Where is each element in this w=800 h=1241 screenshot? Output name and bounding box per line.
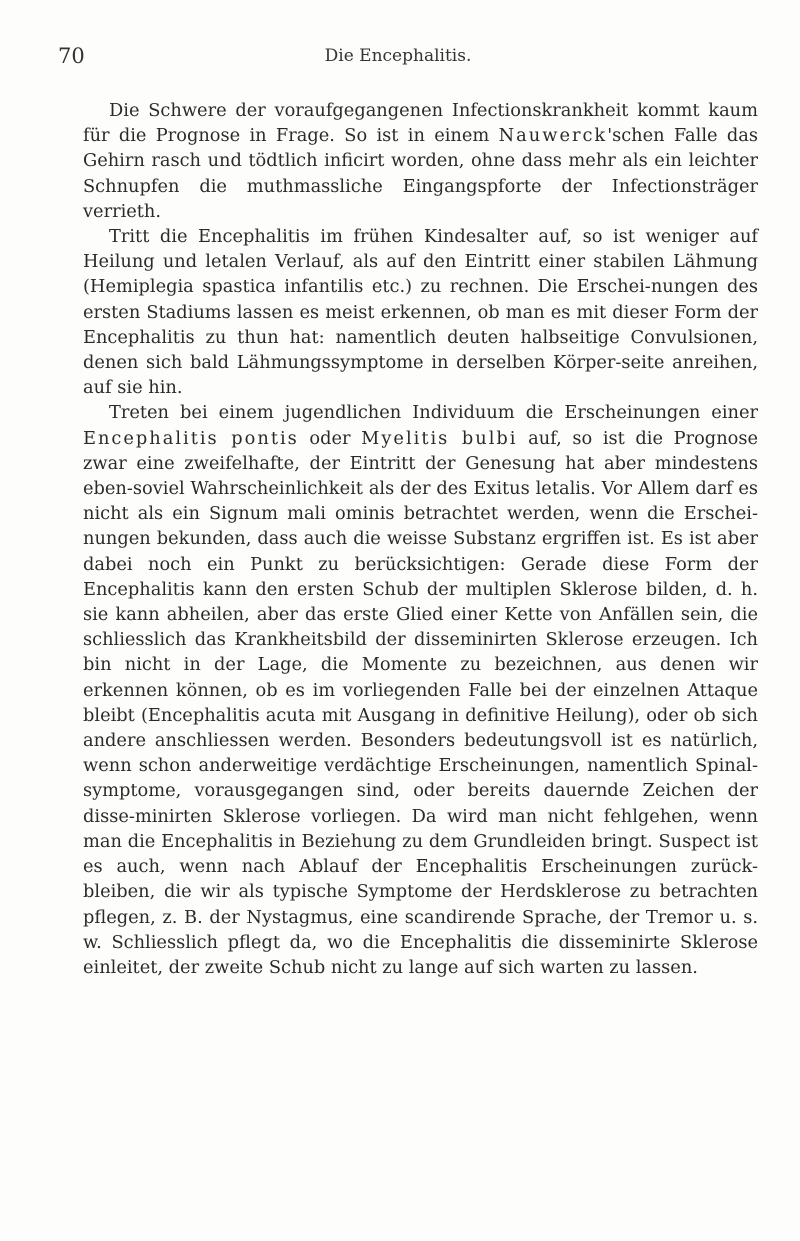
- body-text: [83, 98, 758, 980]
- running-title: Die Encephalitis.: [324, 46, 472, 66]
- paragraph-1: [83, 98, 758, 224]
- paragraph-1-text-a: Die Schwere der voraufgegangenen Infectionskrankheit kommt kaum für die Prognose in Frage. So ist in einem: [83, 100, 758, 147]
- paragraph-3-text-a: Treten bei einem jugendlichen Individuum die Erscheinungen einer: [109, 402, 758, 424]
- paragraph-3-text-b: oder: [298, 427, 362, 449]
- paragraph-2: Tritt die Encephalitis im frühen Kindesalter auf, so ist weniger auf Heilung und letalen Verlauf, als auf den Eintritt einer stabilen Lähmung (Hemiplegia spastica infantilis etc.) zu rechnen. Die Erschei-nungen des ersten Stadiums lassen es meist erkennen, ob man es mit dieser Form der Encephalitis zu thun hat: namentlich deuten halbseitige Convulsionen, denen sich bald Lähmungssymptome in derselben Körper-seite anreihen, auf sie hin.: [83, 226, 758, 399]
- page-number: 70: [58, 44, 85, 68]
- author-name-nauwerck: Nauwerck: [498, 125, 608, 147]
- term-encephalitis-pontis: Encephalitis pontis: [83, 427, 299, 449]
- paragraph-3-text-c: auf, so ist die Prognose zwar eine zweifelhafte, der Eintritt der Genesung hat aber mindestens eben-soviel Wahrscheinlichkeit als der des Exitus letalis. Vor Allem darf es nicht als ein Signum mali ominis betrachtet werden, wenn die Erschei-nungen bekunden, dass auch die weisse Substanz ergriffen ist. Es ist aber dabei noch ein Punkt zu berücksichtigen: Gerade diese Form der Encephalitis kann den ersten Schub der multiplen Sklerose bilden, d. h. sie kann abheilen, aber das erste Glied einer Kette von Anfällen sein, die schliesslich das Krankheitsbild der disseminirten Sklerose erzeugen. Ich bin nicht in der Lage, die Momente zu bezeichnen, aus denen wir erkennen können, ob es im vorliegenden Falle bei der einzelnen Attaque bleibt (Encephalitis acuta mit Ausgang in definitive Heilung), oder ob sich andere anschliessen werden. Besonders bedeutungsvoll ist es natürlich, wenn schon anderweitige verdächtige Erscheinungen, namentlich Spinal-symptome, vorausgegangen sind, oder bereits dauernde Zeichen der disse-minirten Sklerose vorliegen. Da wird man nicht fehlgehen, wenn man die Encephalitis in Beziehung zu dem Grundleiden bringt. Suspect ist es auch, wenn nach Ablauf der Encephalitis Erscheinungen zurück-bleiben, die wir als typische Symptome der Herdsklerose zu betrachten pflegen, z. B. der Nystagmus, eine scandirende Sprache, der Tremor u. s. w. Schliesslich pflegt da, wo die Encephalitis die disseminirte Sklerose einleitet, der zweite Schub nicht zu lange auf sich warten zu lassen.: [83, 427, 758, 978]
- page-header: [58, 44, 738, 74]
- paragraph-3: [83, 400, 758, 980]
- paragraph-1-text-b: 'schen Falle das Gehirn rasch und tödtlich inficirt worden, ohne dass mehr als ein leichter Schnupfen die muthmassliche Eingangspforte der Infectionsträger verrieth.: [83, 125, 758, 222]
- term-myelitis-bulbi: Myelitis bulbi: [361, 427, 518, 449]
